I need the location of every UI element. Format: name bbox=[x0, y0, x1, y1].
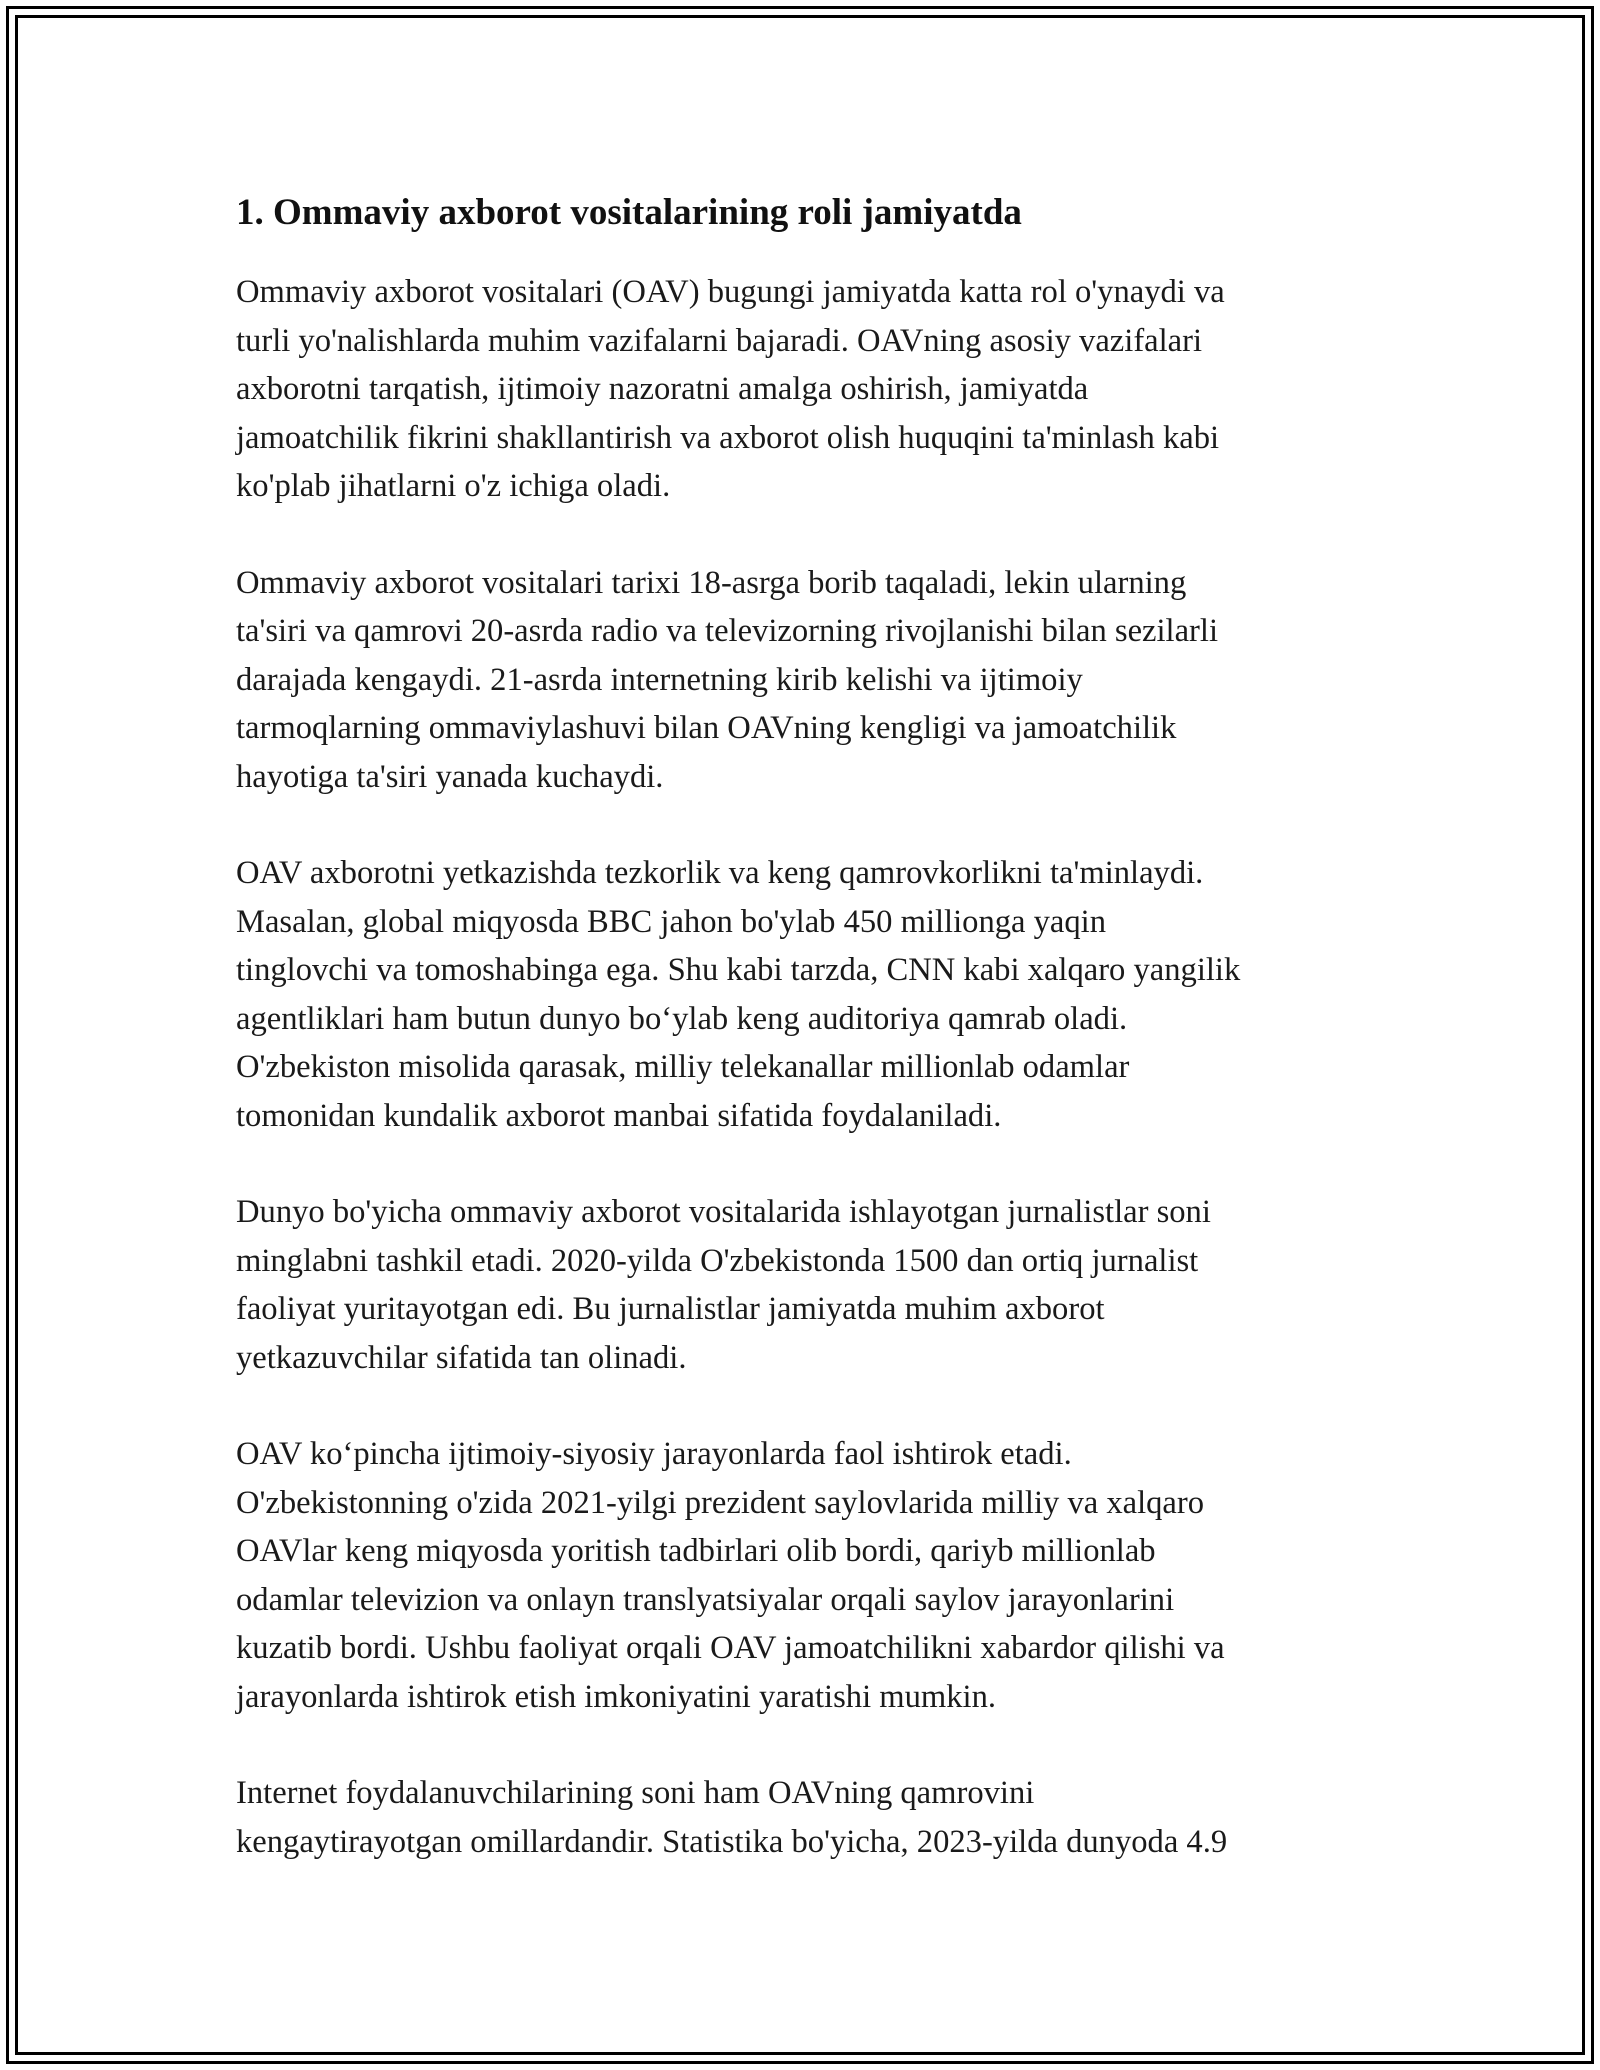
text-line: OAV ko‘pincha ijtimoiy-siyosiy jarayonlarda faol ishtirok etadi. bbox=[236, 1436, 1072, 1472]
text-line: OAV axborotni yetkazishda tezkorlik va keng qamrovkorlikni ta'minlaydi. bbox=[236, 855, 1204, 891]
text-line: minglabni tashkil etadi. 2020-yilda O'zbekistonda 1500 dan ortiq jurnalist bbox=[236, 1242, 1199, 1279]
text-line: Dunyo bo'yicha ommaviy axborot vositalarida ishlayotgan jurnalistlar soni bbox=[236, 1194, 1211, 1230]
text-line: yetkazuvchilar sifatida tan olinadi. bbox=[236, 1339, 687, 1376]
section-title: 1. Ommaviy axborot vositalarining roli jamiyatda bbox=[236, 192, 1022, 233]
text-line: tomonidan kundalik axborot manbai sifatida foydalaniladi. bbox=[236, 1097, 1002, 1134]
paragraph-journalists bbox=[236, 1188, 1376, 1382]
text-line: OAVlar keng miqyosda yoritish tadbirlari olib bordi, qariyb millionlab bbox=[236, 1533, 1156, 1569]
paragraph-role-of-media bbox=[236, 268, 1376, 511]
paragraph-media-history bbox=[236, 559, 1376, 802]
paragraph-media-reach bbox=[236, 849, 1376, 1140]
text-line: tarmoqlarning ommaviylashuvi bilan OAVning kengligi va jamoatchilik bbox=[236, 710, 1177, 746]
text-line: darajada kengaydi. 21-asrda internetning kirib kelishi va ijtimoiy bbox=[236, 661, 1083, 698]
text-line: kengaytirayotgan omillardandir. Statistika bo'yicha, 2023-yilda dunyoda 4.9 bbox=[236, 1823, 1228, 1860]
text-line: Masalan, global miqyosda BBC jahon bo'ylab 450 millionga yaqin bbox=[236, 903, 1107, 940]
text-line: turli yo'nalishlarda muhim vazifalarni bajaradi. OAVning asosiy vazifalari bbox=[236, 322, 1203, 359]
text-line: Ommaviy axborot vositalari (OAV) bugungi jamiyatda katta rol o'ynaydi va bbox=[236, 274, 1225, 310]
text-line: tinglovchi va tomoshabinga ega. Shu kabi tarzda, CNN kabi xalqaro yangilik bbox=[236, 952, 1241, 988]
text-line: agentliklari ham butun dunyo bo‘ylab keng auditoriya qamrab oladi. bbox=[236, 1000, 1128, 1037]
text-line: kuzatib bordi. Ushbu faoliyat orqali OAV jamoatchilikni xabardor qilishi va bbox=[236, 1630, 1225, 1666]
document-body bbox=[236, 188, 1376, 1914]
text-line: jamoatchilik fikrini shakllantirish va axborot olish huquqini ta'minlash kabi bbox=[236, 419, 1220, 456]
text-line: odamlar televizion va onlayn translyatsiyalar orqali saylov jarayonlarini bbox=[236, 1581, 1175, 1618]
text-line: Internet foydalanuvchilarining soni ham OAVning qamrovini bbox=[236, 1775, 1035, 1811]
text-line: O'zbekistonning o'zida 2021-yilgi prezident saylovlarida milliy va xalqaro bbox=[236, 1484, 1205, 1521]
text-line: O'zbekiston misolida qarasak, milliy telekanallar millionlab odamlar bbox=[236, 1049, 1130, 1085]
paragraph-political-processes bbox=[236, 1430, 1376, 1721]
paragraph-internet-users bbox=[236, 1769, 1376, 1866]
text-line: faoliyat yuritayotgan edi. Bu jurnalistlar jamiyatda muhim axborot bbox=[236, 1291, 1105, 1327]
text-line: jarayonlarda ishtirok etish imkoniyatini yaratishi mumkin. bbox=[236, 1678, 997, 1715]
text-line: axborotni tarqatish, ijtimoiy nazoratni amalga oshirish, jamiyatda bbox=[236, 371, 1089, 407]
text-line: hayotiga ta'siri yanada kuchaydi. bbox=[236, 758, 664, 795]
text-line: ta'siri va qamrovi 20-asrda radio va televizorning rivojlanishi bilan sezilarli bbox=[236, 613, 1219, 649]
text-line: Ommaviy axborot vositalari tarixi 18-asrga borib taqaladi, lekin ularning bbox=[236, 564, 1187, 601]
text-line: ko'plab jihatlarni o'z ichiga oladi. bbox=[236, 468, 671, 504]
